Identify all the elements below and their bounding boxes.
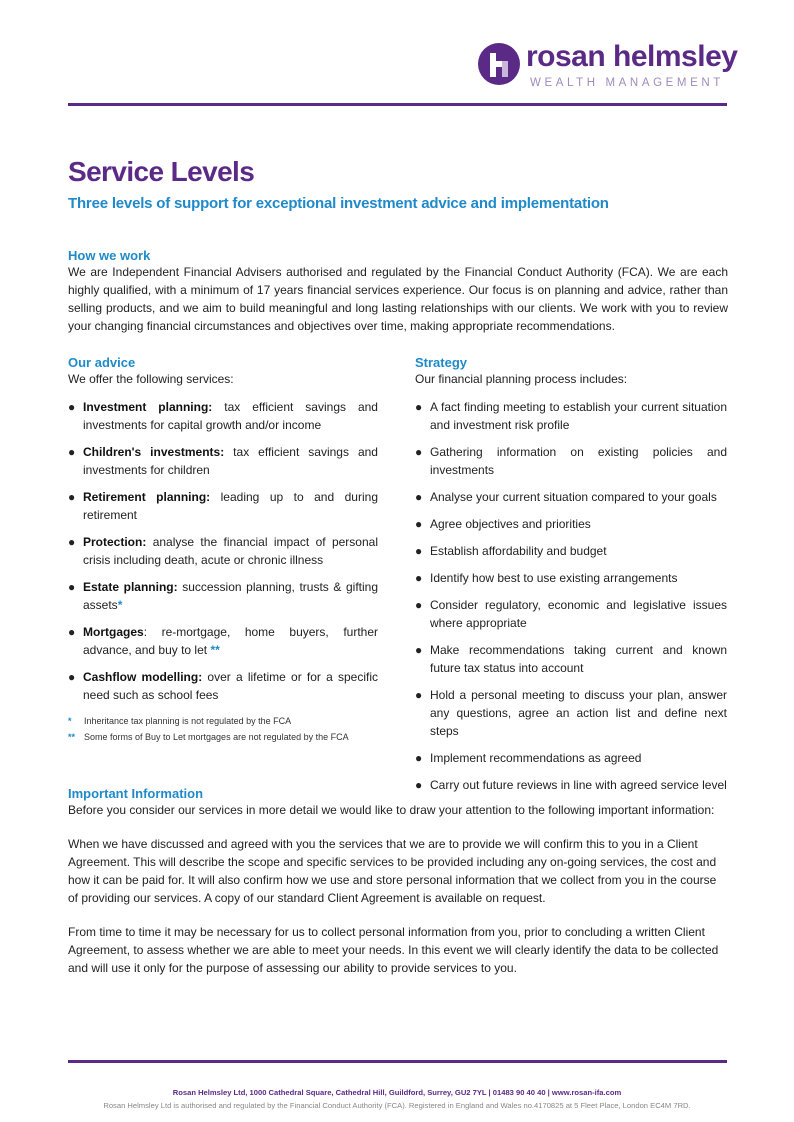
service-label: Investment planning:	[83, 400, 213, 414]
list-item	[68, 578, 378, 614]
important-paragraph-2: When we have discussed and agreed with you the services that we are to provide we will confirm this to you in a Client Agreement. This will describe the scope and specific services to be provided including any on-going services, the cost and how it can be paid for. It will also confirm how we use and store personal information that we collect from you in the course of providing our services. A copy of our standard Client Agreement is available on request.	[68, 837, 717, 905]
footnote-mark: *	[68, 716, 72, 726]
service-label: Retirement planning:	[83, 490, 211, 504]
service-mark: **	[210, 643, 220, 657]
service-text: over a lifetime or for a specific need such as school fees	[83, 670, 378, 702]
footer-contact: Rosan Helmsley Ltd, 1000 Cathedral Square, Cathedral Hill, Guildford, Surrey, GU2 7YL | 01483 90 40 40 | www.rosan-ifa.com	[172, 1088, 622, 1097]
logo-tagline: WEALTH MANAGEMENT	[530, 77, 724, 89]
service-text: : re-mortgage, home buyers, further advance, and buy to let	[83, 625, 378, 657]
list-item	[415, 596, 727, 632]
strategy-item-text: Identify how best to use existing arrangements	[430, 571, 678, 585]
important-paragraph-1: Before you consider our services in more detail we would like to draw your attention to the following important information:	[68, 803, 715, 817]
bullet-icon: ●	[415, 778, 423, 792]
bullet-icon: ●	[68, 400, 76, 414]
bullet-icon: ●	[68, 625, 76, 639]
service-label: Mortgages	[83, 625, 144, 639]
bullet-icon: ●	[415, 445, 423, 459]
strategy-intro: Our financial planning process includes:	[415, 372, 628, 386]
strategy-item-text: Carry out future reviews in line with agreed service level	[430, 778, 727, 792]
how-we-work-section	[68, 248, 728, 335]
list-item	[415, 542, 727, 560]
our-advice-section	[68, 355, 378, 745]
service-text: succession planning, trusts & gifting assets	[83, 580, 379, 612]
services-list	[68, 398, 378, 704]
bullet-icon: ●	[415, 571, 423, 585]
list-item	[415, 443, 727, 479]
list-item	[68, 623, 378, 659]
strategy-item-text: Agree objectives and priorities	[430, 517, 591, 531]
strategy-section	[415, 355, 727, 803]
bullet-icon: ●	[415, 544, 423, 558]
bullet-icon: ●	[68, 445, 76, 459]
strategy-item-text: Gathering information on existing policies and investments	[430, 445, 727, 477]
list-item	[68, 398, 378, 434]
list-item	[415, 515, 727, 533]
service-mark: *	[117, 598, 123, 612]
strategy-item-text: Hold a personal meeting to discuss your plan, answer any questions, agree an action list and define next steps	[430, 688, 727, 738]
strategy-item-text: Analyse your current situation compared to your goals	[430, 490, 717, 504]
bullet-icon: ●	[415, 598, 423, 612]
bullet-icon: ●	[68, 580, 76, 594]
strategy-item-text: Implement recommendations as agreed	[430, 751, 642, 765]
list-item	[415, 488, 727, 506]
footnote-text: Some forms of Buy to Let mortgages are not regulated by the FCA	[84, 732, 349, 742]
our-advice-heading: Our advice	[68, 355, 136, 370]
bullet-icon: ●	[415, 400, 423, 414]
strategy-item-text: A fact finding meeting to establish your current situation and investment risk profile	[430, 400, 727, 432]
company-logo	[478, 40, 738, 98]
list-item	[68, 443, 378, 479]
service-label: Estate planning:	[83, 580, 178, 594]
list-item	[68, 668, 378, 704]
footer-regulatory: Rosan Helmsley Ltd is authorised and regulated by the Financial Conduct Authority (FCA). Registered in England and Wales no.4170825 at 5 Fleet Place, London EC4M 7RD.	[103, 1101, 691, 1110]
bullet-icon: ●	[68, 535, 76, 549]
footnote-mark: **	[68, 732, 76, 742]
service-label: Cashflow modelling:	[83, 670, 203, 684]
our-advice-intro: We offer the following services:	[68, 372, 234, 386]
footnote	[68, 713, 378, 729]
list-item	[68, 488, 378, 524]
bullet-icon: ●	[415, 688, 423, 702]
bullet-icon: ●	[415, 517, 423, 531]
service-text: leading up to and during retirement	[83, 490, 378, 522]
service-text: tax efficient savings and investments for children	[83, 445, 378, 477]
footnote-text: Inheritance tax planning is not regulated by the FCA	[84, 716, 292, 726]
strategy-item-text: Consider regulatory, economic and legislative issues where appropriate	[430, 598, 727, 630]
strategy-heading: Strategy	[415, 355, 468, 370]
footer-divider	[68, 1060, 727, 1063]
strategy-list	[415, 398, 727, 794]
important-information-section	[68, 786, 728, 977]
list-item	[415, 569, 727, 587]
service-label: Protection:	[83, 535, 147, 549]
how-we-work-text: We are Independent Financial Advisers authorised and regulated by the Financial Conduct Authority (FCA). We are each highly qualified, with a minimum of 17 years financial services experience. Our focus is on planning and advice, rather than selling products, and we aim to build meaningful and long lasting relationships with our clients. We work with you to review your changing financial circumstances and objectives over time, making appropriate recommendations.	[68, 265, 728, 333]
important-paragraph-3: From time to time it may be necessary for us to collect personal information from you, prior to concluding a written Client Agreement, to assess whether we are able to meet your needs. In this event we will clearly identify the data to be collected and will use it only for the purpose of assessing our ability to provide services to you.	[68, 925, 719, 975]
service-text: tax efficient savings and investments for capital growth and/or income	[83, 400, 378, 432]
list-item	[415, 398, 727, 434]
list-item	[415, 749, 727, 767]
list-item	[68, 533, 378, 569]
bullet-icon: ●	[415, 490, 423, 504]
footnotes	[68, 713, 378, 745]
service-text: analyse the financial impact of personal crisis including death, acute or chronic illness	[83, 535, 378, 567]
list-item	[415, 641, 727, 677]
logo-name: rosan helmsley	[526, 40, 738, 73]
page-title: Service Levels	[68, 156, 255, 187]
strategy-item-text: Make recommendations taking current and known future tax status into account	[430, 643, 727, 675]
footnote	[68, 729, 378, 745]
bullet-icon: ●	[415, 643, 423, 657]
how-we-work-heading: How we work	[68, 248, 151, 263]
bullet-icon: ●	[415, 751, 423, 765]
bullet-icon: ●	[68, 490, 76, 504]
header-divider	[68, 103, 727, 106]
bullet-icon: ●	[68, 670, 76, 684]
strategy-item-text: Establish affordability and budget	[430, 544, 607, 558]
page-subtitle: Three levels of support for exceptional investment advice and implementation	[68, 195, 609, 212]
service-label: Children's investments:	[83, 445, 225, 459]
list-item	[415, 686, 727, 740]
important-heading: Important Information	[68, 786, 204, 801]
logo-mark-icon	[478, 43, 520, 85]
